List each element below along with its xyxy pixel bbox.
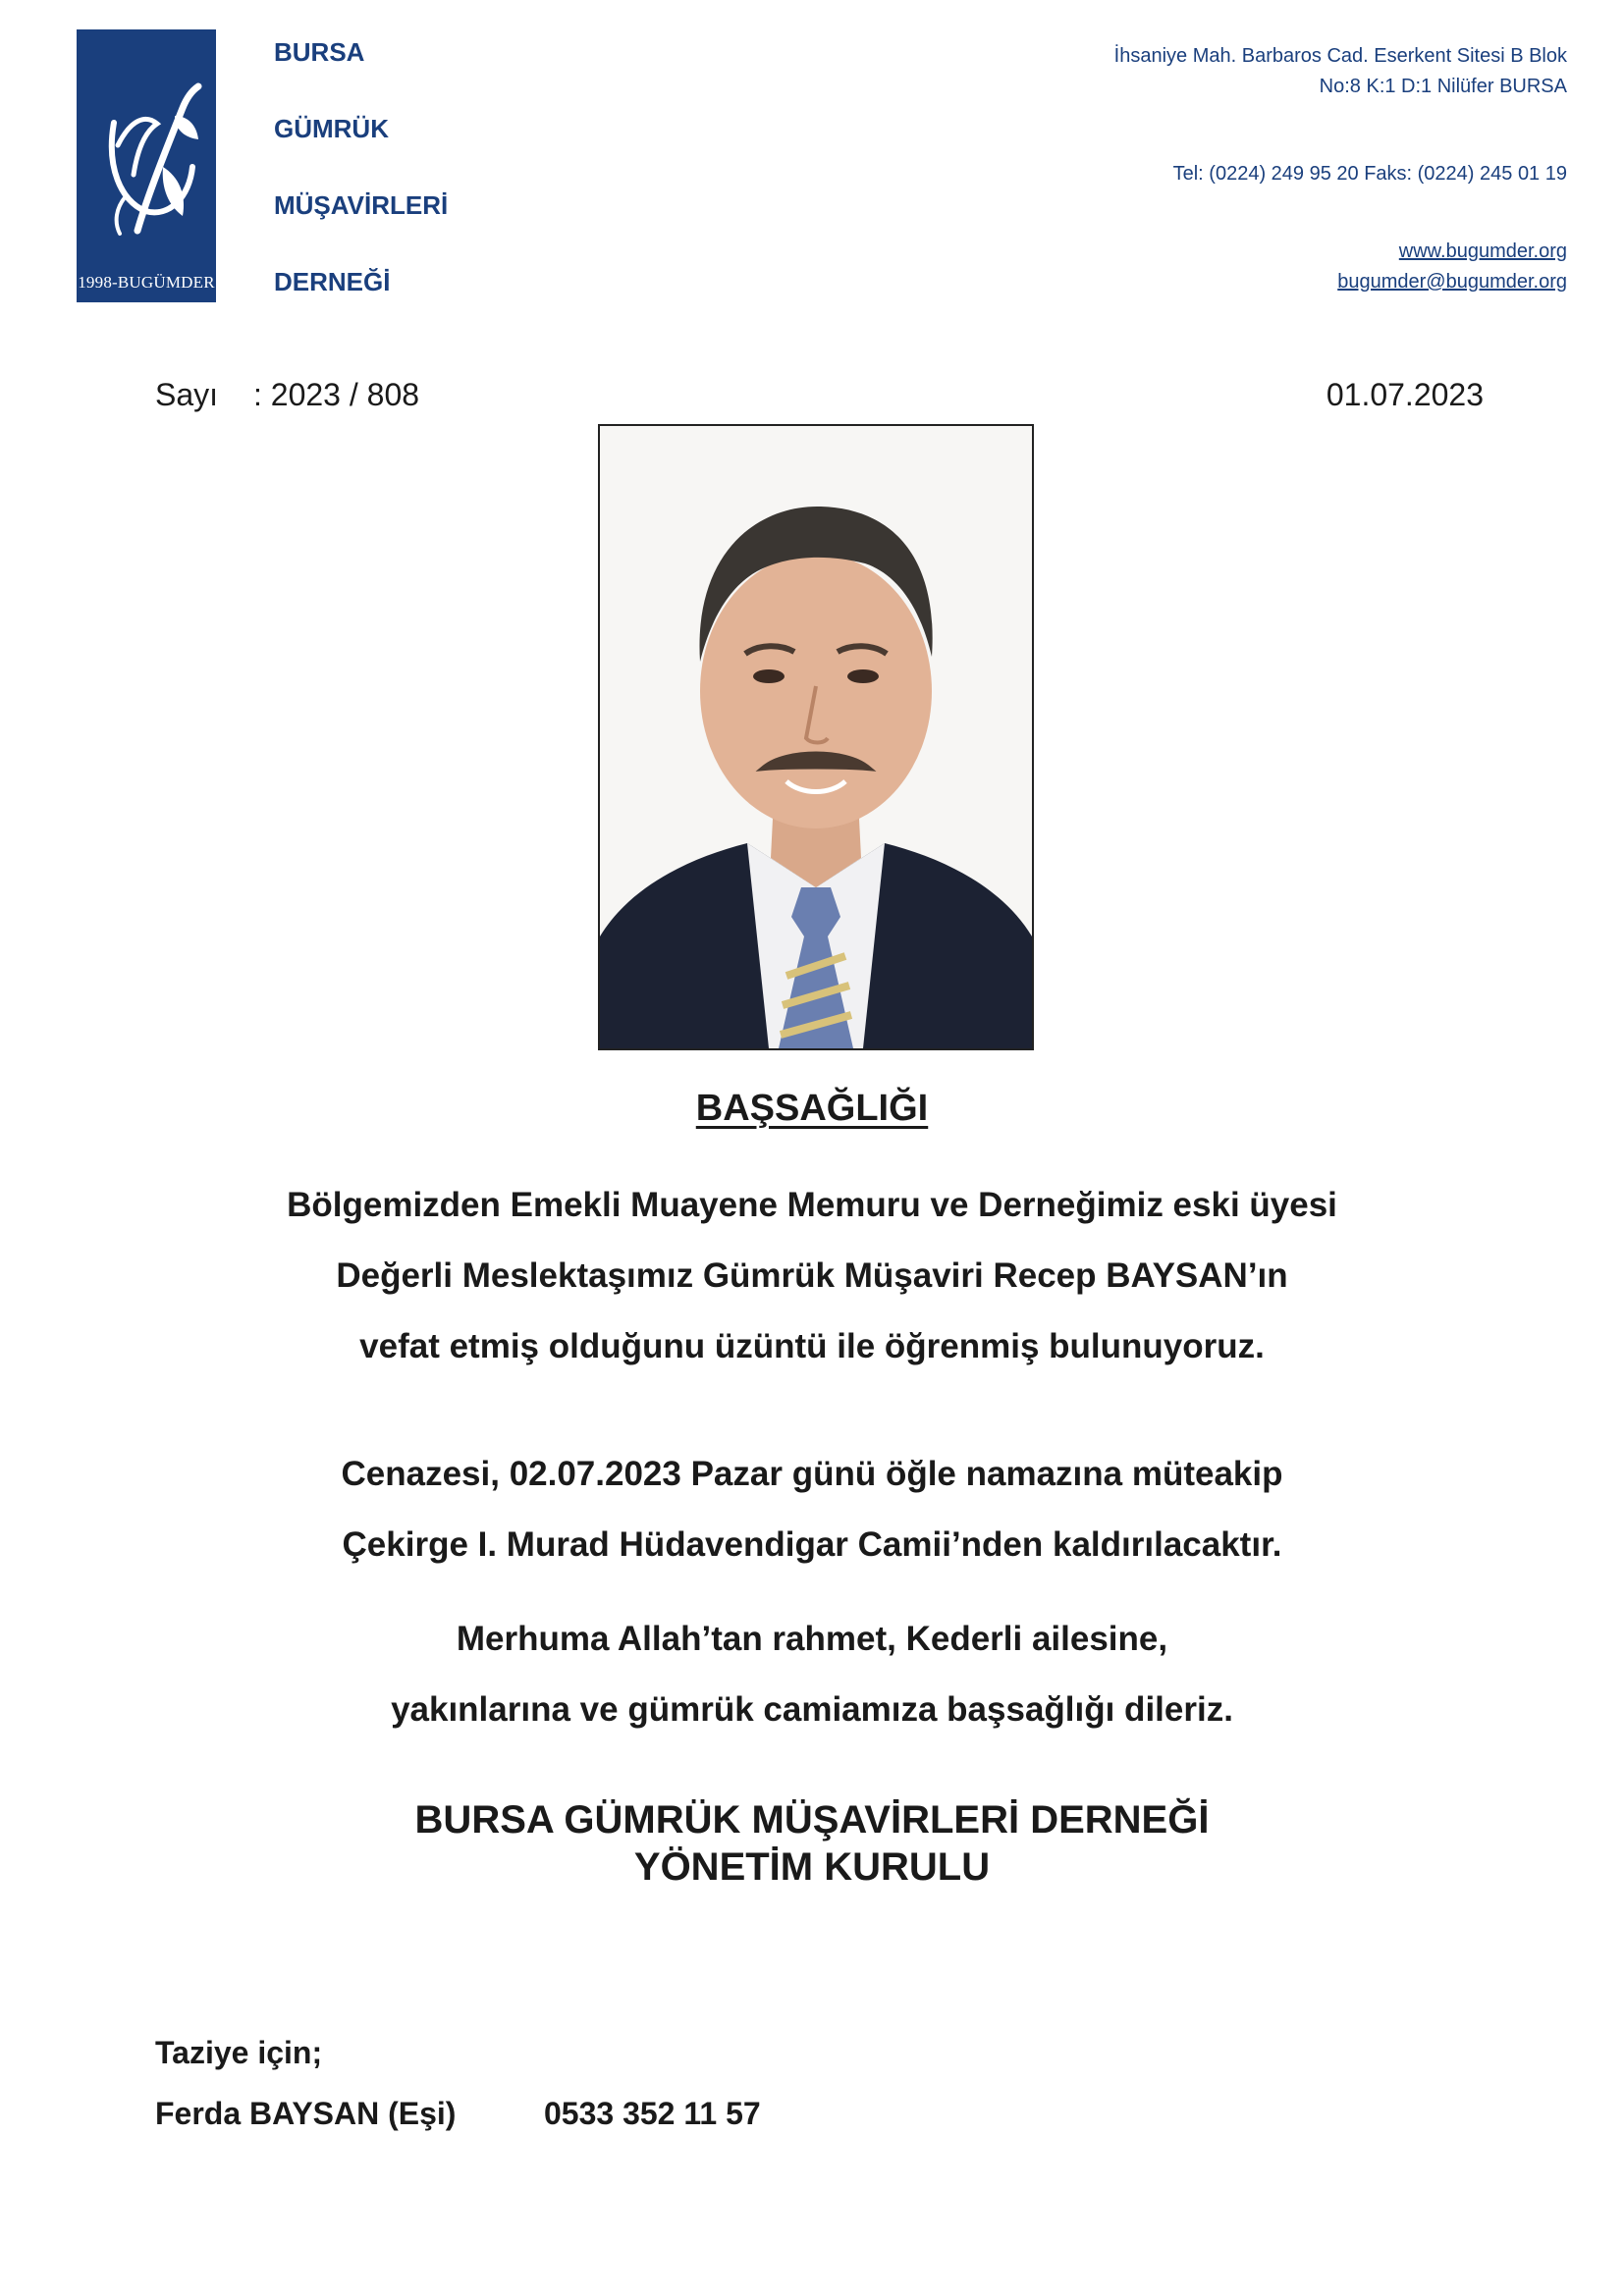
address-line-1: İhsaniye Mah. Barbaros Cad. Eserkent Sitesi B Blok	[1113, 45, 1567, 67]
text-line: vefat etmiş olduğunu üzüntü ile öğrenmiş bulunuyoruz.	[359, 1327, 1265, 1365]
org-name-line: DERNEĞİ	[274, 267, 391, 296]
logo-caption: 1998-BUGÜMDER	[78, 273, 215, 292]
email-link[interactable]: bugumder@bugumder.org	[1337, 271, 1567, 293]
org-name-line: MÜŞAVİRLERİ	[274, 190, 449, 220]
association-logo	[77, 29, 216, 302]
signature-line: YÖNETİM KURULU	[633, 1845, 991, 1889]
contact-phone[interactable]: 0533 352 11 57	[544, 2096, 761, 2131]
announcement-paragraph	[0, 1170, 1624, 1382]
funeral-paragraph	[0, 1439, 1624, 1580]
org-name-line: GÜMRÜK	[274, 114, 389, 143]
leaf-emblem-icon	[77, 29, 216, 265]
portrait-person-icon	[600, 426, 1032, 1048]
website-link[interactable]: www.bugumder.org	[1398, 240, 1567, 262]
org-name-line: BURSA	[274, 37, 365, 67]
text-line: Merhuma Allah’tan rahmet, Kederli ailesine,	[456, 1620, 1168, 1658]
text-line: Çekirge I. Murad Hüdavendigar Camii’nden kaldırılacaktır.	[342, 1525, 1282, 1564]
condolence-contact	[155, 2022, 761, 2144]
organization-name	[274, 39, 448, 346]
portrait-photo	[598, 424, 1034, 1050]
address-line-2: No:8 K:1 D:1 Nilüfer BURSA	[1319, 76, 1567, 97]
number-label: Sayı	[155, 377, 219, 412]
document-date: 01.07.2023	[1326, 377, 1484, 412]
condolence-label: Taziye için;	[155, 2035, 323, 2070]
notice-title: BAŞSAĞLIĞI	[695, 1088, 929, 1129]
number-value: : 2023 / 808	[253, 377, 420, 412]
document-number	[155, 377, 419, 413]
signature-block	[0, 1796, 1624, 1891]
condolence-paragraph	[0, 1604, 1624, 1745]
text-line: Bölgemizden Emekli Muayene Memuru ve Derneğimiz eski üyesi	[287, 1186, 1337, 1224]
text-line: Cenazesi, 02.07.2023 Pazar günü öğle namazına müteakip	[341, 1455, 1283, 1493]
phone-fax: Tel: (0224) 249 95 20 Faks: (0224) 245 01 19	[1172, 163, 1567, 185]
signature-line: BURSA GÜMRÜK MÜŞAVİRLERİ DERNEĞİ	[414, 1798, 1210, 1842]
contact-name: Ferda BAYSAN (Eşi)	[155, 2096, 457, 2131]
text-line: yakınlarına ve gümrük camiamıza başsağlığı dileriz.	[391, 1690, 1233, 1729]
contact-block	[1114, 41, 1567, 297]
text-line: Değerli Meslektaşımız Gümrük Müşaviri Recep BAYSAN’ın	[336, 1256, 1288, 1295]
